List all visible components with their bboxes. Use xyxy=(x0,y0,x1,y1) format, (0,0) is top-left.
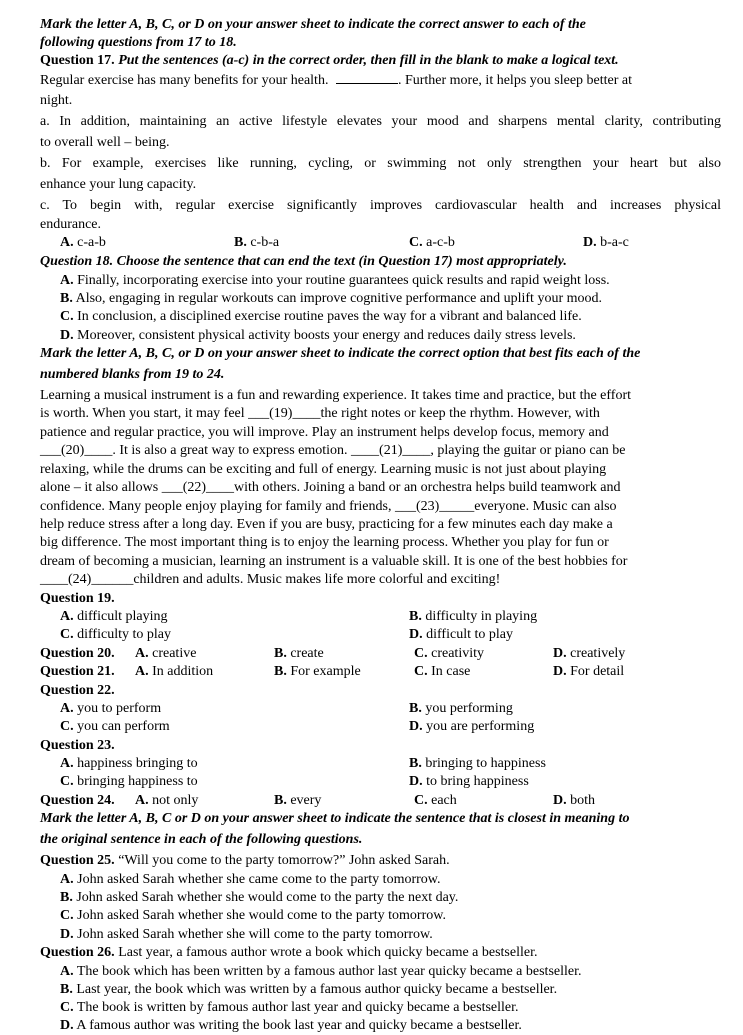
question-24-row xyxy=(40,792,721,810)
question-stem: “Will you come to the party tomorrow?” John asked Sarah. xyxy=(118,853,450,868)
question-17-header xyxy=(40,52,721,70)
option-d[interactable]: D. Moreover, consistent physical activity boosts your energy and reduces daily stress levels. xyxy=(60,328,576,343)
option-c[interactable]: C. creativity xyxy=(414,646,484,661)
passage-line: big difference. The most important thing is to enjoy the learning process. Whether you play for fun or xyxy=(40,535,609,550)
option-c[interactable]: C. The book is written by famous author last year and quicky became a bestseller. xyxy=(60,1000,519,1015)
option-d[interactable]: D. both xyxy=(553,793,596,808)
section-heading: following questions from 17 to 18. xyxy=(40,35,237,50)
question-label: Question 20. xyxy=(40,646,115,661)
passage-line: is worth. When you start, it may feel ___(19)____the right notes or keep the rhythm. However, with xyxy=(40,406,600,421)
option-d[interactable]: D. b-a-c xyxy=(583,235,629,250)
option-d[interactable]: D. creatively xyxy=(553,646,626,661)
question-label: Question 24. xyxy=(40,793,115,808)
option-b[interactable]: B. bringing to happiness xyxy=(409,756,546,771)
sentence-c: c. To begin with, regular exercise significantly improves cardiovascular health and increases physical xyxy=(40,198,721,213)
option-d[interactable]: D. to bring happiness xyxy=(409,774,529,789)
passage-line: dream of becoming a musician, learning an instrument is a valuable skill. It is one of the best hobbies for xyxy=(40,554,628,569)
option-c[interactable]: C. In case xyxy=(414,664,471,679)
passage-line: ____(24)______children and adults. Music makes life more colorful and exciting! xyxy=(40,572,501,587)
section-heading: Mark the letter A, B, C, or D on your answer sheet to indicate the correct option that best fits each of the xyxy=(40,346,641,361)
section-heading: the original sentence in each of the following questions. xyxy=(40,832,363,847)
answer-options xyxy=(40,718,721,736)
sentence-c: endurance. xyxy=(40,217,102,232)
option-b[interactable]: B. difficulty in playing xyxy=(409,609,538,624)
answer-blank xyxy=(336,71,398,84)
option-d[interactable]: D. difficult to play xyxy=(409,627,513,642)
option-a[interactable]: A. happiness bringing to xyxy=(60,756,198,771)
option-d[interactable]: D. A famous author was writing the book last year and quicky became a bestseller. xyxy=(60,1018,522,1033)
passage-line: Learning a musical instrument is a fun and rewarding experience. It takes time and practice, but the effort xyxy=(40,388,632,403)
option-a[interactable]: A. difficult playing xyxy=(60,609,168,624)
section-heading: numbered blanks from 19 to 24. xyxy=(40,367,225,382)
answer-options xyxy=(40,773,721,791)
option-b[interactable]: B. For example xyxy=(274,664,361,679)
option-c[interactable]: C. each xyxy=(414,793,457,808)
option-d[interactable]: D. For detail xyxy=(553,664,625,679)
option-c[interactable]: C. difficulty to play xyxy=(60,627,171,642)
question-stem: Last year, a famous author wrote a book which quicky became a bestseller. xyxy=(118,945,538,960)
sentence-a: a. In addition, maintaining an active lifestyle elevates your mood and sharpens mental clarity, contributing xyxy=(40,114,721,129)
answer-options xyxy=(40,755,721,773)
question-prompt: Choose the sentence that can end the text (in Question 17) most appropriately. xyxy=(116,254,567,269)
question-21-row xyxy=(40,663,721,681)
option-a[interactable]: A. creative xyxy=(135,646,197,661)
section-heading: Mark the letter A, B, C or D on your answer sheet to indicate the sentence that is closest in meaning to xyxy=(40,811,630,826)
question-20-row xyxy=(40,645,721,663)
option-a[interactable]: A. not only xyxy=(135,793,199,808)
passage-line: ___(20)____. It is also a great way to express emotion. ____(21)____, playing the guitar or piano can be xyxy=(40,443,626,458)
option-a[interactable]: A. The book which has been written by a famous author last year quicky became a bestseller. xyxy=(60,964,582,979)
sentence-b: enhance your lung capacity. xyxy=(40,177,197,192)
question-label: Question 18. xyxy=(40,254,114,269)
question-25-header xyxy=(40,852,721,870)
passage-line: patience and regular practice, you will improve. Play an instrument helps develop focus, memory and xyxy=(40,425,609,440)
option-a[interactable]: A. c-a-b xyxy=(60,235,106,250)
question-26-header xyxy=(40,944,721,962)
question-label: Question 26. xyxy=(40,945,115,960)
question-23-label: Question 23. xyxy=(40,738,115,753)
sentence-a: to overall well – being. xyxy=(40,135,170,150)
option-b[interactable]: B. Also, engaging in regular workouts can improve cognitive performance and uplift your mood. xyxy=(60,291,602,306)
section-heading: Mark the letter A, B, C, or D on your answer sheet to indicate the correct answer to each of the xyxy=(40,17,586,32)
answer-options xyxy=(40,234,721,252)
option-b[interactable]: B. create xyxy=(274,646,324,661)
option-c[interactable]: C. a-c-b xyxy=(409,235,455,250)
option-a[interactable]: A. Finally, incorporating exercise into your routine guarantees quick results and rapid weight loss. xyxy=(60,273,610,288)
option-b[interactable]: B. every xyxy=(274,793,322,808)
question-label: Question 17. xyxy=(40,53,115,68)
option-a[interactable]: A. In addition xyxy=(135,664,214,679)
option-b[interactable]: B. you performing xyxy=(409,701,513,716)
question-22-label: Question 22. xyxy=(40,683,115,698)
passage-line: help reduce stress after a long day. Even if you are busy, practicing for a few minutes each day make a xyxy=(40,517,613,532)
sentence-b: b. For example, exercises like running, cycling, or swimming not only strengthen your heart but also xyxy=(40,156,721,171)
question-label: Question 21. xyxy=(40,664,115,679)
question-text: night. xyxy=(40,93,73,108)
answer-options xyxy=(40,608,721,626)
passage-line: confidence. Many people enjoy playing for family and friends, ___(23)_____everyone. Music can also xyxy=(40,499,617,514)
passage-line: relaxing, while the drums can be exciting and full of energy. Learning music is not just about playing xyxy=(40,462,607,477)
passage-line: alone – it also allows ___(22)____with others. Joining a band or an orchestra helps build teamwork and xyxy=(40,480,621,495)
question-18-header xyxy=(40,253,721,271)
option-c[interactable]: C. In conclusion, a disciplined exercise routine paves the way for a vibrant and balanced life. xyxy=(60,309,582,324)
option-b[interactable]: B. Last year, the book which was written by a famous author quicky became a bestseller. xyxy=(60,982,558,997)
question-19-label: Question 19. xyxy=(40,591,115,606)
option-b[interactable]: B. c-b-a xyxy=(234,235,280,250)
option-d[interactable]: D. you are performing xyxy=(409,719,535,734)
answer-options xyxy=(40,626,721,644)
option-c[interactable]: C. you can perform xyxy=(60,719,170,734)
option-a[interactable]: A. you to perform xyxy=(60,701,162,716)
answer-options xyxy=(40,700,721,718)
option-c[interactable]: C. bringing happiness to xyxy=(60,774,198,789)
option-a[interactable]: A. John asked Sarah whether she came come to the party tomorrow. xyxy=(60,872,441,887)
question-text: Regular exercise has many benefits for your health. . Further more, it helps you sleep better at xyxy=(40,73,633,88)
option-d[interactable]: D. John asked Sarah whether she will come to the party tomorrow. xyxy=(60,927,433,942)
question-prompt: Put the sentences (a-c) in the correct order, then fill in the blank to make a logical text. xyxy=(118,53,619,68)
question-label: Question 25. xyxy=(40,853,115,868)
option-b[interactable]: B. John asked Sarah whether she would come to the party the next day. xyxy=(60,890,459,905)
option-c[interactable]: C. John asked Sarah whether she would come to the party tomorrow. xyxy=(60,908,446,923)
